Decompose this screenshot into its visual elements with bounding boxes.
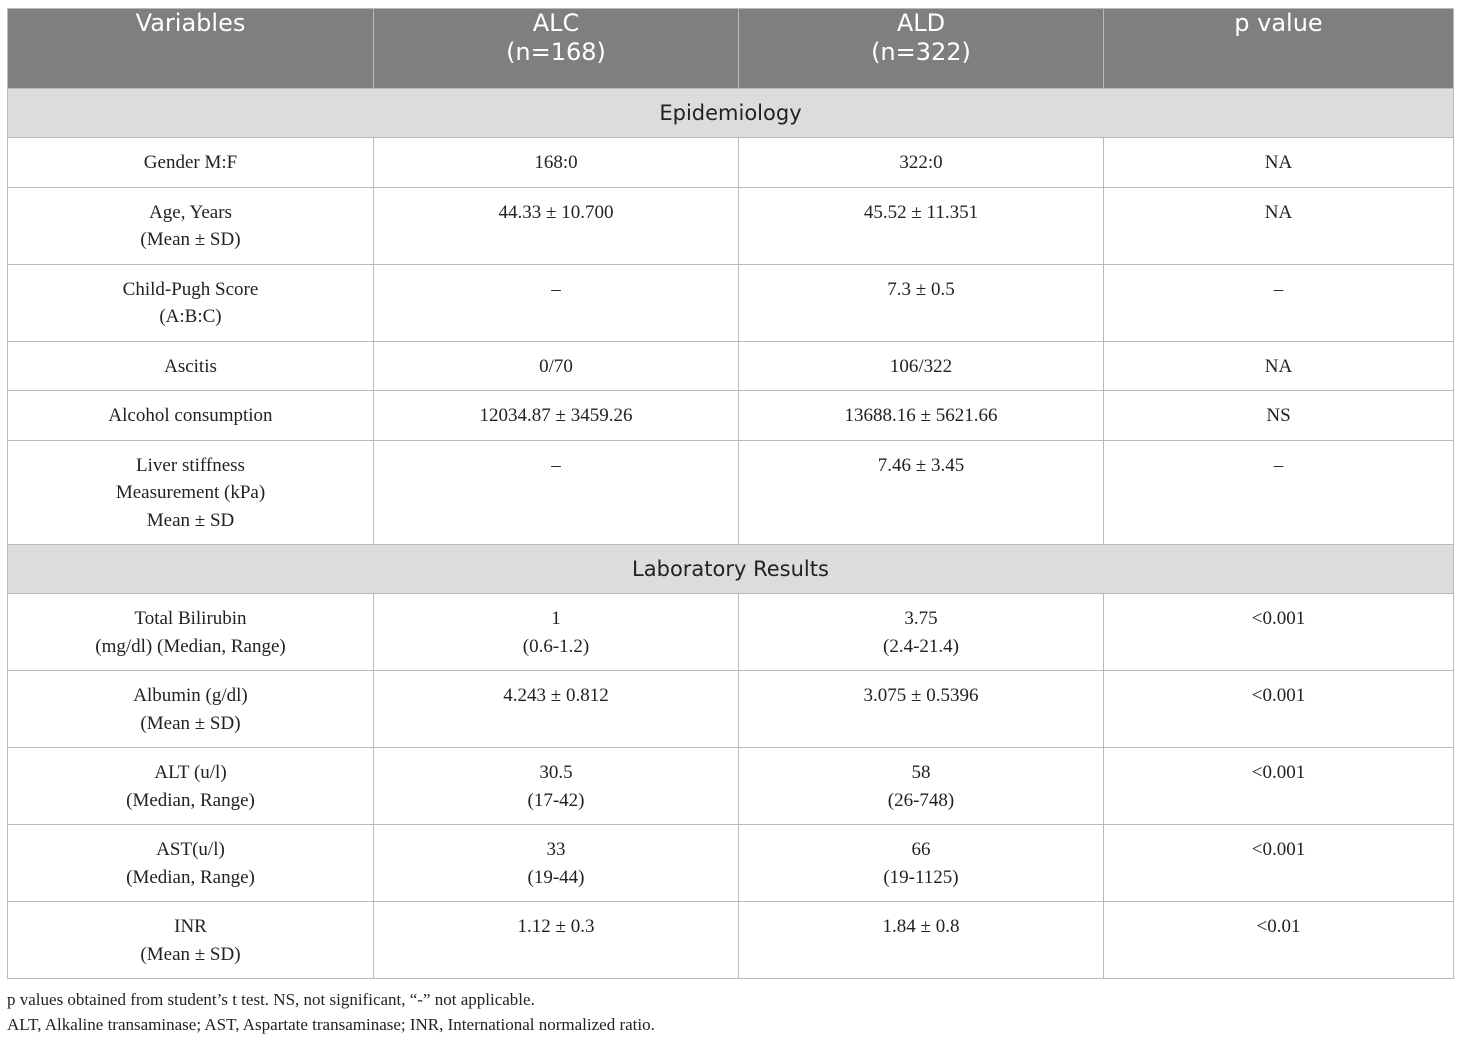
cell-alc [374, 902, 739, 979]
cell-line: 7.46 ± 3.45 [877, 454, 965, 476]
header-variables [8, 9, 374, 89]
cell-line: 3.075 ± 0.5396 [863, 685, 979, 706]
cell-p-value [1104, 264, 1454, 341]
cell-ald [739, 391, 1104, 441]
cell-p-value [1104, 341, 1454, 391]
header-row [8, 9, 1454, 89]
cell-variable [8, 391, 374, 441]
cell-ald [739, 440, 1104, 545]
table-row [8, 671, 1454, 748]
cell-line: (Median, Range) [126, 789, 255, 811]
cell-line: 44.33 ± 10.700 [498, 201, 614, 223]
cell-line: Child-Pugh Score [122, 278, 259, 300]
cell-line: (mg/dl) (Median, Range) [95, 635, 286, 657]
cell-ald [739, 187, 1104, 264]
section-row [8, 545, 1454, 594]
cell-line: (Mean ± SD) [140, 712, 241, 734]
cell-line: 4.243 ± 0.812 [503, 685, 609, 706]
header-alc [374, 9, 739, 89]
table-row [8, 138, 1454, 188]
cell-line: 12034.87 ± 3459.26 [479, 405, 633, 426]
cell-variable [8, 187, 374, 264]
cell-line: <0.001 [1251, 762, 1306, 783]
cell-line: ALT (u/l) [154, 762, 227, 783]
cell-alc [374, 187, 739, 264]
section-title: Laboratory Results [8, 545, 1454, 594]
cell-ald [739, 671, 1104, 748]
cell-line: <0.001 [1251, 839, 1306, 860]
cell-line: 58 [911, 762, 931, 783]
cell-line: (19-44) [527, 866, 585, 888]
cell-line: NS [1266, 405, 1291, 426]
table-row [8, 264, 1454, 341]
cell-alc [374, 391, 739, 441]
cell-line: NA [1264, 355, 1293, 377]
cell-line: – [1273, 278, 1284, 300]
cell-p-value [1104, 671, 1454, 748]
cell-ald [739, 341, 1104, 391]
cell-line: NA [1264, 201, 1293, 223]
cell-alc [374, 748, 739, 825]
header-line: ALC [532, 9, 580, 37]
cell-line: (Mean ± SD) [140, 229, 241, 250]
cell-p-value [1104, 138, 1454, 188]
cell-line: 66 [911, 839, 931, 860]
cell-p-value [1104, 391, 1454, 441]
cell-line: (2.4-21.4) [883, 635, 959, 657]
cell-variable [8, 748, 374, 825]
cell-variable [8, 594, 374, 671]
cell-line: 0/70 [539, 355, 573, 377]
cell-line: <0.001 [1251, 608, 1306, 629]
footnote: ALT, Alkaline transaminase; AST, Aspartate transaminase; INR, International normalized ratio. [7, 1015, 655, 1034]
cell-line: 7.3 ± 0.5 [887, 278, 955, 300]
cell-alc [374, 440, 739, 545]
cell-line: (Median, Range) [126, 866, 255, 888]
table-row [8, 594, 1454, 671]
cell-variable [8, 671, 374, 748]
cell-variable [8, 825, 374, 902]
cell-line: Albumin (g/dl) [133, 685, 248, 706]
cell-ald [739, 264, 1104, 341]
header-line: p value [1234, 9, 1323, 37]
cell-variable [8, 341, 374, 391]
header-line: (n=322) [871, 38, 971, 66]
cell-ald [739, 594, 1104, 671]
cell-line: 1.84 ± 0.8 [882, 916, 960, 937]
cell-alc [374, 341, 739, 391]
data-table [7, 8, 1454, 979]
cell-line: (26-748) [887, 789, 955, 811]
cell-p-value [1104, 187, 1454, 264]
cell-line: 33 [546, 839, 566, 860]
table-row [8, 187, 1454, 264]
header-p-value [1104, 9, 1454, 89]
table-row [8, 902, 1454, 979]
section-title: Epidemiology [8, 89, 1454, 138]
cell-line: – [1273, 454, 1284, 476]
cell-line: Gender M:F [143, 152, 238, 173]
cell-variable [8, 264, 374, 341]
cell-line: AST(u/l) [156, 839, 225, 860]
cell-alc [374, 594, 739, 671]
cell-line: Liver stiffness [136, 454, 245, 476]
header-line: Variables [135, 9, 246, 37]
cell-line: INR [174, 916, 207, 937]
cell-line: 1 [551, 608, 561, 629]
cell-line: Mean ± SD [146, 509, 235, 531]
cell-line: 3.75 [904, 608, 938, 629]
cell-line: <0.01 [1256, 916, 1301, 937]
section-row [8, 89, 1454, 138]
cell-line: Ascitis [164, 355, 217, 377]
cell-line: 322:0 [899, 152, 943, 173]
cell-line: 168:0 [534, 152, 578, 173]
header-line: (n=168) [506, 38, 606, 66]
cell-line: NA [1264, 152, 1293, 173]
cell-line: 13688.16 ± 5621.66 [844, 405, 998, 426]
cell-p-value [1104, 902, 1454, 979]
cell-variable [8, 440, 374, 545]
cell-line: <0.001 [1251, 685, 1306, 706]
cell-line: Age, Years [149, 201, 232, 223]
cell-alc [374, 138, 739, 188]
cell-line: (17-42) [527, 789, 585, 811]
cell-ald [739, 902, 1104, 979]
cell-ald [739, 825, 1104, 902]
cell-line: – [551, 278, 561, 300]
cell-line: (A:B:C) [159, 306, 222, 327]
cell-p-value [1104, 748, 1454, 825]
cell-ald [739, 748, 1104, 825]
cell-p-value [1104, 594, 1454, 671]
cell-line: 106/322 [889, 355, 953, 377]
cell-ald [739, 138, 1104, 188]
table-row [8, 748, 1454, 825]
cell-line: 30.5 [539, 762, 573, 783]
cell-line: Alcohol consumption [108, 405, 273, 426]
cell-alc [374, 671, 739, 748]
cell-line: 1.12 ± 0.3 [517, 916, 595, 937]
cell-alc [374, 264, 739, 341]
cell-line: 45.52 ± 11.351 [863, 201, 979, 223]
cell-variable [8, 902, 374, 979]
cell-line: (19-1125) [883, 866, 959, 888]
cell-p-value [1104, 440, 1454, 545]
cell-variable [8, 138, 374, 188]
header-ald [739, 9, 1104, 89]
table-row [8, 440, 1454, 545]
cell-alc [374, 825, 739, 902]
cell-line: Total Bilirubin [134, 608, 247, 629]
cell-line: (Mean ± SD) [140, 943, 241, 965]
cell-p-value [1104, 825, 1454, 902]
header-line: ALD [896, 9, 946, 37]
footnote: p values obtained from student’s t test. NS, not significant, “-” not applicable. [7, 990, 535, 1009]
cell-line: Measurement (kPa) [115, 482, 266, 503]
cell-line: – [551, 454, 561, 476]
table-body [8, 89, 1454, 979]
table-row [8, 825, 1454, 902]
table-container [7, 8, 1453, 1037]
table-row [8, 341, 1454, 391]
cell-line: (0.6-1.2) [522, 635, 590, 657]
table-row [8, 391, 1454, 441]
